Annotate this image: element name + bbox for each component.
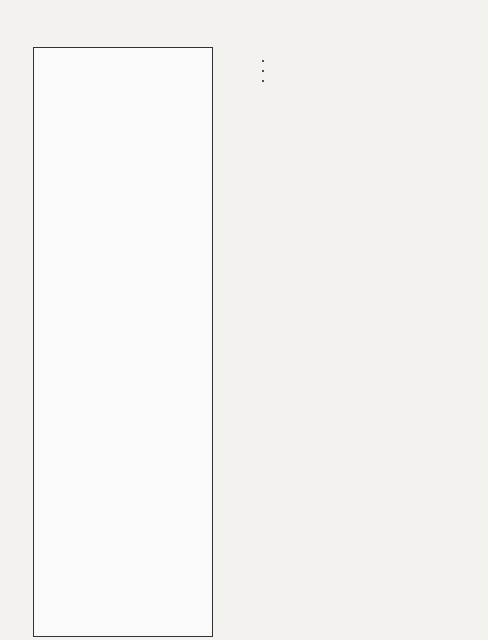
chart-grid-graphic	[34, 48, 212, 636]
materials-item	[272, 57, 458, 66]
materials-list	[262, 57, 458, 86]
top-checkerboard-border	[0, 0, 488, 22]
materials-item	[272, 67, 458, 76]
page-footer	[444, 626, 452, 636]
color-key-table	[280, 89, 292, 90]
materials-item	[272, 77, 458, 86]
right-checkerboard-border	[474, 22, 488, 640]
cross-stitch-chart	[33, 47, 213, 637]
pattern-text-column	[262, 47, 458, 116]
